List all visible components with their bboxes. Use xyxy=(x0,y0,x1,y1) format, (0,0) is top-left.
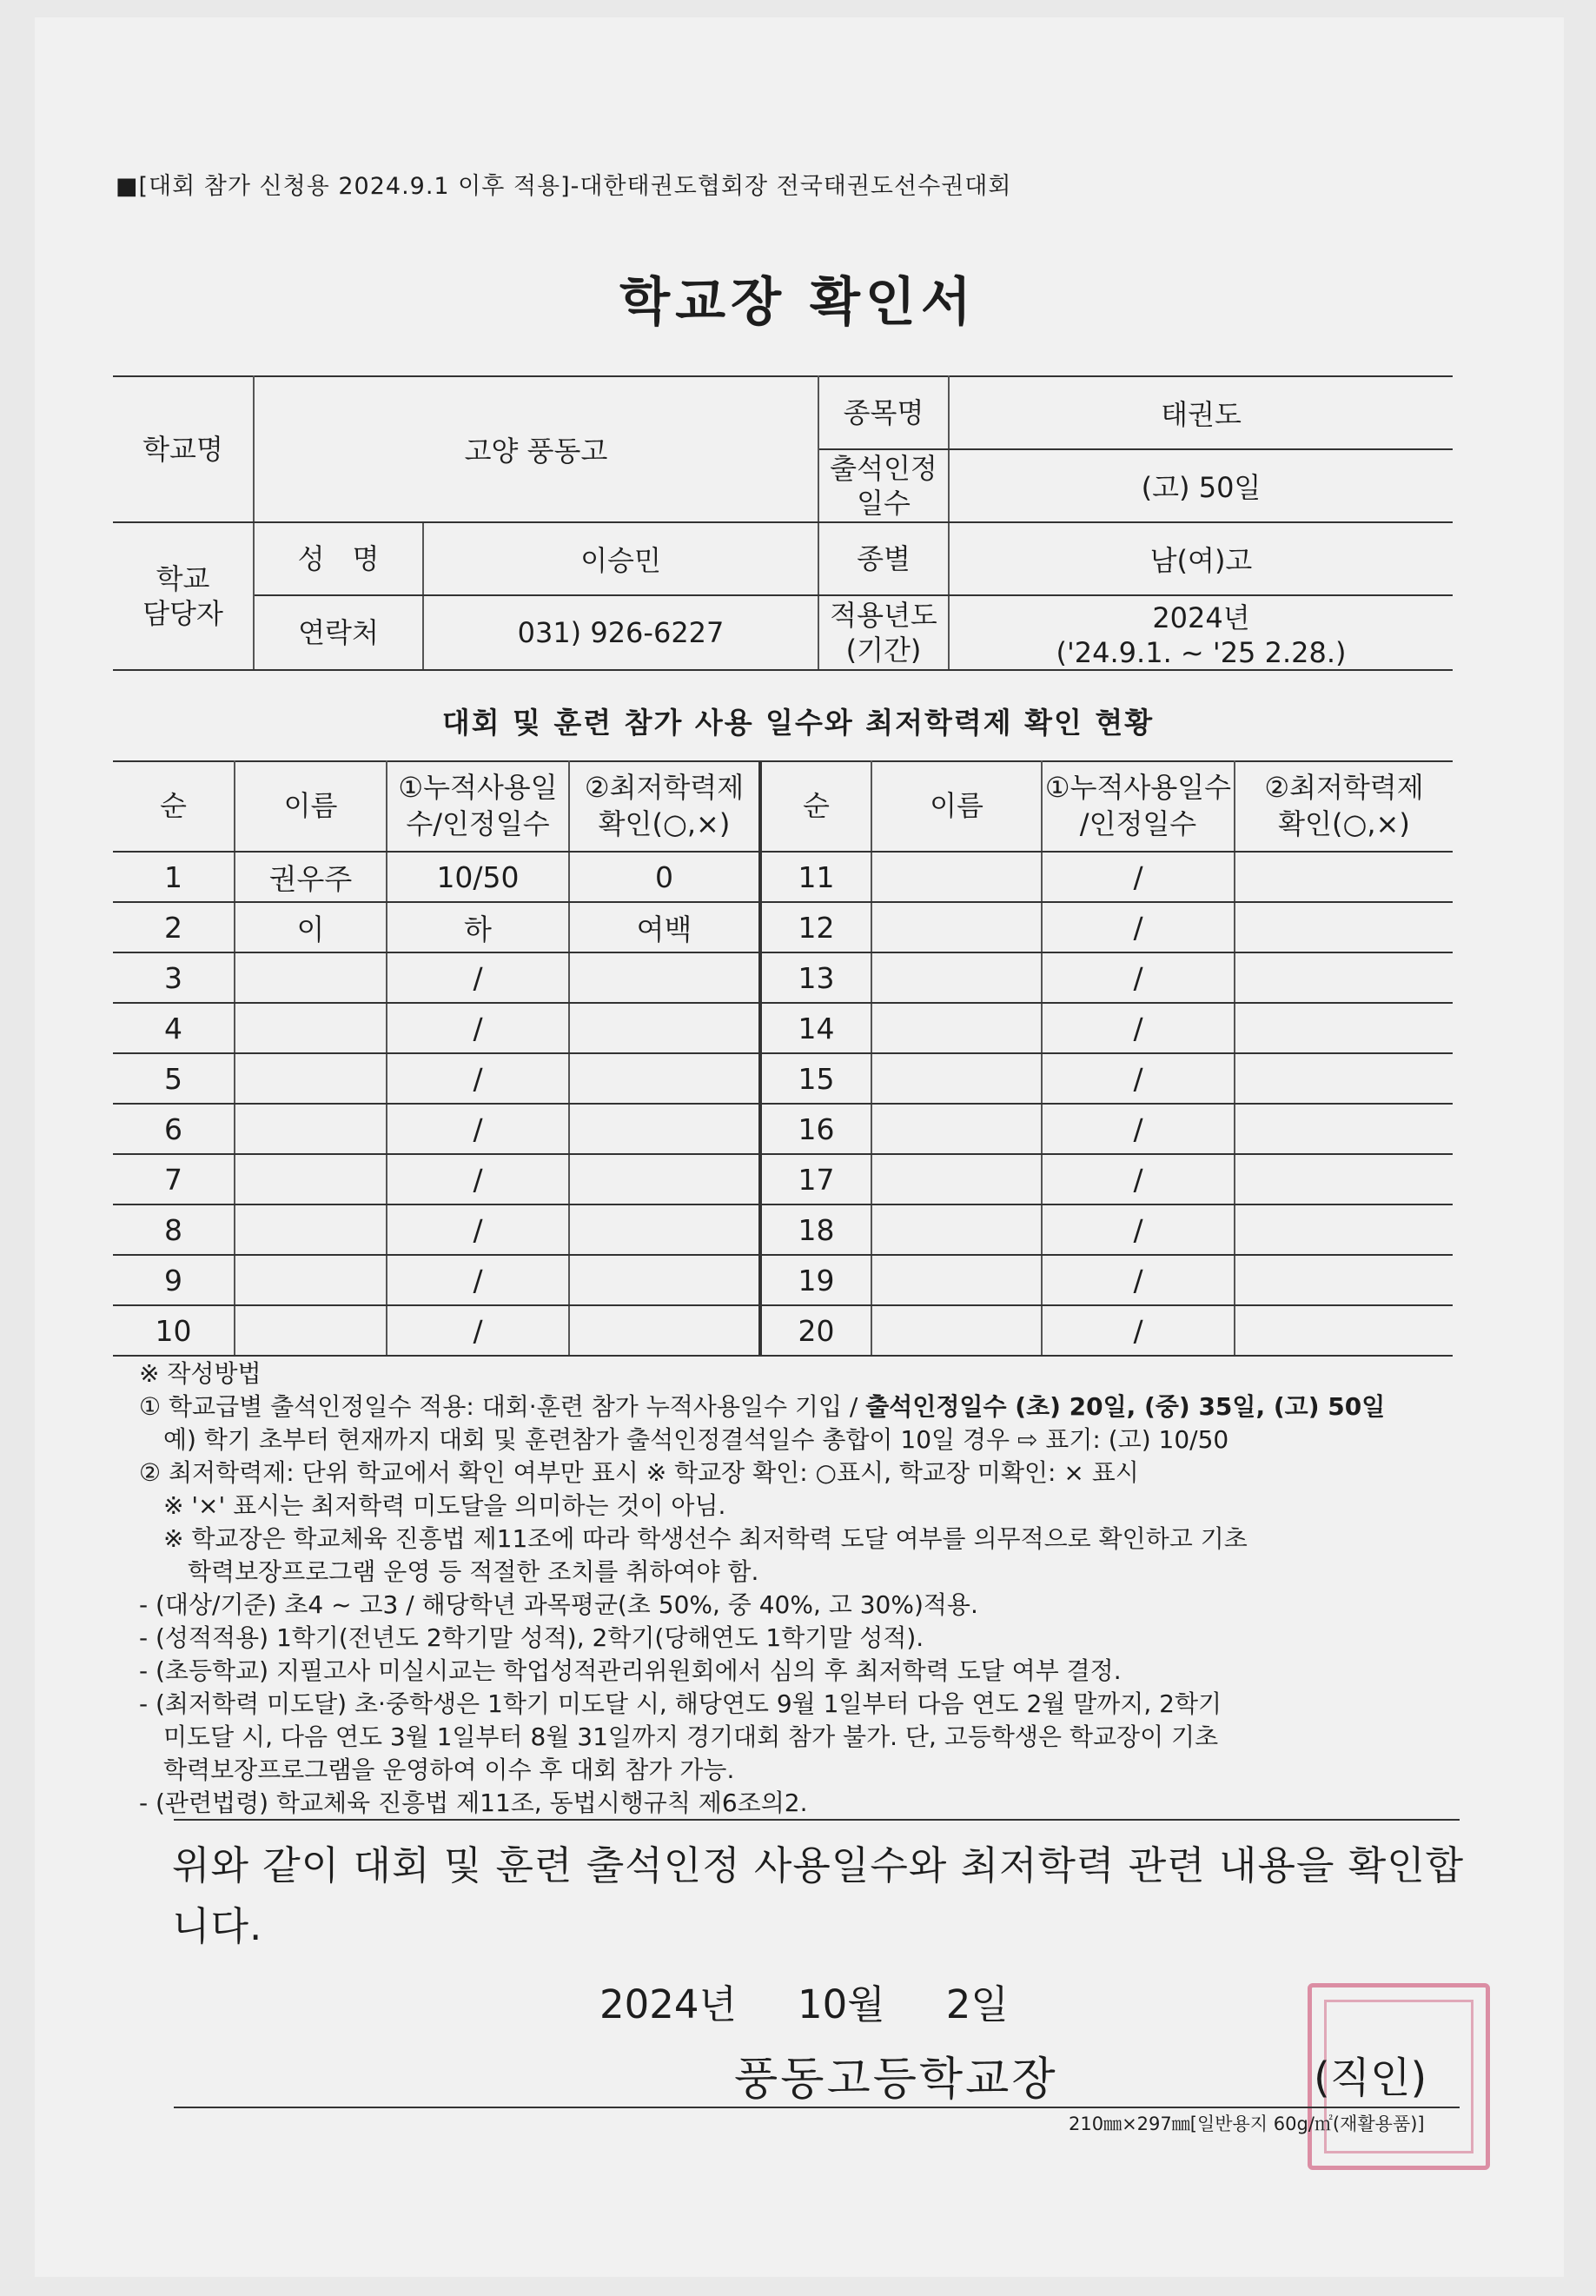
row-acad-2 xyxy=(1235,852,1453,902)
date-year: 2024년 xyxy=(599,1981,737,2027)
row-acad-2 xyxy=(1235,1053,1453,1104)
note-2: ② 최저학력제: 단위 학교에서 확인 여부만 표시 ※ 학교장 확인: ○표시, 학교장 미확인: × 표시 xyxy=(139,1458,1139,1487)
row-no-2: 11 xyxy=(760,852,871,902)
row-no: 2 xyxy=(113,902,235,952)
row-name-2 xyxy=(871,1305,1042,1356)
row-no: 6 xyxy=(113,1104,235,1154)
row-days-2: / xyxy=(1042,1003,1235,1053)
col-days-2: ①누적사용일수 /인정일수 xyxy=(1042,761,1235,852)
attend-label: 출석인정 일수 xyxy=(818,449,949,522)
row-acad: 여백 xyxy=(569,902,760,952)
row-acad xyxy=(569,1003,760,1053)
row-name-2 xyxy=(871,902,1042,952)
participant-table xyxy=(113,760,1453,1357)
note-heading: ※ 작성방법 xyxy=(139,1359,262,1388)
signer-name: 풍동고등학교장 xyxy=(734,2054,1058,2106)
note-10: 미도달 시, 다음 연도 3월 1일부터 8월 31일까지 경기대회 참가 불가. 단, 고등학생은 학교장이 기초 xyxy=(139,1722,1219,1751)
row-name-2 xyxy=(871,1204,1042,1255)
note-8: - (초등학교) 지필고사 미실시교는 학업성적관리위원회에서 심의 후 최저학력 도달 여부 결정. xyxy=(139,1656,1122,1685)
table-row xyxy=(113,1053,1453,1104)
year-value: 2024년 ('24.9.1. ~ '25 2.28.) xyxy=(949,595,1453,670)
row-acad-2 xyxy=(1235,1154,1453,1204)
table-row xyxy=(113,952,1453,1003)
confirmation-text: 위와 같이 대회 및 훈련 출석인정 사용일수와 최저학력 관련 내용을 확인합니다. xyxy=(172,1842,1465,1949)
row-acad-2 xyxy=(1235,1003,1453,1053)
row-days: / xyxy=(387,1003,569,1053)
table-row xyxy=(113,1003,1453,1053)
row-days-2: / xyxy=(1042,902,1235,952)
row-no-2: 15 xyxy=(760,1053,871,1104)
row-name: 권우주 xyxy=(235,852,387,902)
row-days: / xyxy=(387,1053,569,1104)
note-1-example: 예) 학기 초부터 현재까지 대회 및 훈련참가 출석인정결석일수 총합이 10일 경우 ⇨ 표기: (고) 10/50 xyxy=(139,1425,1229,1454)
note-1-text: ① 학교급별 출석인정일수 적용: 대회·훈련 참가 누적사용일수 기입 / xyxy=(139,1392,866,1421)
event-value: 태권도 xyxy=(949,376,1453,449)
row-acad xyxy=(569,1154,760,1204)
row-no: 8 xyxy=(113,1204,235,1255)
table-row xyxy=(113,1255,1453,1305)
row-name-2 xyxy=(871,1255,1042,1305)
row-no: 3 xyxy=(113,952,235,1003)
col-days: ①누적사용일 수/인정일수 xyxy=(387,761,569,852)
table-row xyxy=(113,1204,1453,1255)
instructions xyxy=(139,1357,1460,1820)
row-acad-2 xyxy=(1235,1204,1453,1255)
row-name xyxy=(235,952,387,1003)
row-no: 9 xyxy=(113,1255,235,1305)
row-days-2: / xyxy=(1042,1104,1235,1154)
type-label: 종별 xyxy=(818,522,949,595)
row-no-2: 12 xyxy=(760,902,871,952)
row-name xyxy=(235,1255,387,1305)
row-days-2: / xyxy=(1042,1305,1235,1356)
row-name-2 xyxy=(871,852,1042,902)
row-acad xyxy=(569,1305,760,1356)
row-acad xyxy=(569,952,760,1003)
row-no: 1 xyxy=(113,852,235,902)
col-name: 이름 xyxy=(235,761,387,852)
row-no-2: 18 xyxy=(760,1204,871,1255)
row-no-2: 17 xyxy=(760,1154,871,1204)
row-days-2: / xyxy=(1042,952,1235,1003)
row-name xyxy=(235,1305,387,1356)
row-name-2 xyxy=(871,1104,1042,1154)
name-value: 이승민 xyxy=(423,522,818,595)
section-title: 대회 및 훈련 참가 사용 일수와 최저학력제 확인 현황 xyxy=(441,706,1155,740)
row-no-2: 16 xyxy=(760,1104,871,1154)
form-header: ■[대회 참가 신청용 2024.9.1 이후 적용]-대한태권도협회장 전국태권도선수권대회 xyxy=(116,173,1012,200)
row-days: / xyxy=(387,1154,569,1204)
note-11: 학력보장프로그램을 운영하여 이수 후 대회 참가 가능. xyxy=(139,1755,735,1784)
seal-label: (직인) xyxy=(1314,2054,1427,2102)
row-name-2 xyxy=(871,952,1042,1003)
row-acad-2 xyxy=(1235,1305,1453,1356)
note-9: - (최저학력 미도달) 초·중학생은 1학기 미도달 시, 해당연도 9월 1일부터 다음 연도 2월 말까지, 2학기 xyxy=(139,1689,1222,1718)
row-no: 5 xyxy=(113,1053,235,1104)
table-row xyxy=(113,902,1453,952)
row-no: 10 xyxy=(113,1305,235,1356)
row-name-2 xyxy=(871,1154,1042,1204)
row-no: 7 xyxy=(113,1154,235,1204)
row-days: / xyxy=(387,1104,569,1154)
year-label: 적용년도 (기간) xyxy=(818,595,949,670)
contact-value: 031) 926-6227 xyxy=(423,595,818,670)
note-5: 학력보장프로그램 운영 등 적절한 조치를 취하여야 함. xyxy=(139,1557,759,1586)
row-acad-2 xyxy=(1235,1255,1453,1305)
table-row xyxy=(113,1154,1453,1204)
row-acad-2 xyxy=(1235,1104,1453,1154)
row-no-2: 19 xyxy=(760,1255,871,1305)
table-row xyxy=(113,1305,1453,1356)
row-days-2: / xyxy=(1042,852,1235,902)
col-acad: ②최저학력제 확인(○,×) xyxy=(569,761,760,852)
note-1 xyxy=(139,1390,1460,1423)
row-acad xyxy=(569,1104,760,1154)
col-acad-2: ②최저학력제 확인(○,×) xyxy=(1235,761,1453,852)
table-row xyxy=(113,1104,1453,1154)
school-label: 학교명 xyxy=(113,376,254,522)
date-day: 2일 xyxy=(945,1981,1009,2027)
note-3: ※ '×' 표시는 최저학력 미도달을 의미하는 것이 아님. xyxy=(139,1491,726,1520)
date-month: 10월 xyxy=(798,1981,885,2027)
row-days: / xyxy=(387,1305,569,1356)
issue-date xyxy=(599,1973,1070,2029)
attend-value: (고) 50일 xyxy=(949,449,1453,522)
row-days: / xyxy=(387,1255,569,1305)
row-no-2: 20 xyxy=(760,1305,871,1356)
note-1-bold: 출석인정일수 (초) 20일, (중) 35일, (고) 50일 xyxy=(865,1392,1386,1421)
row-days: / xyxy=(387,1204,569,1255)
row-acad-2 xyxy=(1235,952,1453,1003)
row-no-2: 13 xyxy=(760,952,871,1003)
note-12: - (관련법령) 학교체육 진흥법 제11조, 동법시행규칙 제6조의2. xyxy=(139,1788,808,1817)
row-name xyxy=(235,1053,387,1104)
row-days-2: / xyxy=(1042,1154,1235,1204)
row-acad: 0 xyxy=(569,852,760,902)
row-days-2: / xyxy=(1042,1053,1235,1104)
row-name xyxy=(235,1154,387,1204)
row-days-2: / xyxy=(1042,1255,1235,1305)
note-7: - (성적적용) 1학기(전년도 2학기말 성적), 2학기(당해연도 1학기말 성적). xyxy=(139,1623,924,1652)
row-name-2 xyxy=(871,1053,1042,1104)
row-no-2: 14 xyxy=(760,1003,871,1053)
row-acad xyxy=(569,1053,760,1104)
event-label: 종목명 xyxy=(818,376,949,449)
row-days: 10/50 xyxy=(387,852,569,902)
contact-label: 연락처 xyxy=(254,595,423,670)
col-no: 순 xyxy=(113,761,235,852)
row-name xyxy=(235,1104,387,1154)
manager-label: 학교 담당자 xyxy=(113,522,254,670)
info-table xyxy=(113,375,1453,671)
divider-top xyxy=(174,1819,1460,1821)
divider-bottom xyxy=(174,2107,1460,2108)
name-label: 성 명 xyxy=(254,522,423,595)
page-title: 학교장 확인서 xyxy=(619,272,977,333)
type-value: 남(여)고 xyxy=(949,522,1453,595)
row-name xyxy=(235,1003,387,1053)
paper-spec: 210㎜×297㎜[일반용지 60g/㎡(재활용품)] xyxy=(1069,2114,1425,2134)
col-no-2: 순 xyxy=(760,761,871,852)
note-6: - (대상/기준) 초4 ~ 고3 / 해당학년 과목평균(초 50%, 중 40%, 고 30%)적용. xyxy=(139,1590,978,1619)
row-name-2 xyxy=(871,1003,1042,1053)
row-days: / xyxy=(387,952,569,1003)
row-name: 이 xyxy=(235,902,387,952)
note-4: ※ 학교장은 학교체육 진흥법 제11조에 따라 학생선수 최저학력 도달 여부를 의무적으로 확인하고 기초 xyxy=(139,1524,1248,1553)
row-name xyxy=(235,1204,387,1255)
row-days: 하 xyxy=(387,902,569,952)
row-acad-2 xyxy=(1235,902,1453,952)
table-row xyxy=(113,852,1453,902)
row-no: 4 xyxy=(113,1003,235,1053)
row-acad xyxy=(569,1255,760,1305)
col-name-2: 이름 xyxy=(871,761,1042,852)
row-days-2: / xyxy=(1042,1204,1235,1255)
row-acad xyxy=(569,1204,760,1255)
school-value: 고양 풍동고 xyxy=(254,376,818,522)
